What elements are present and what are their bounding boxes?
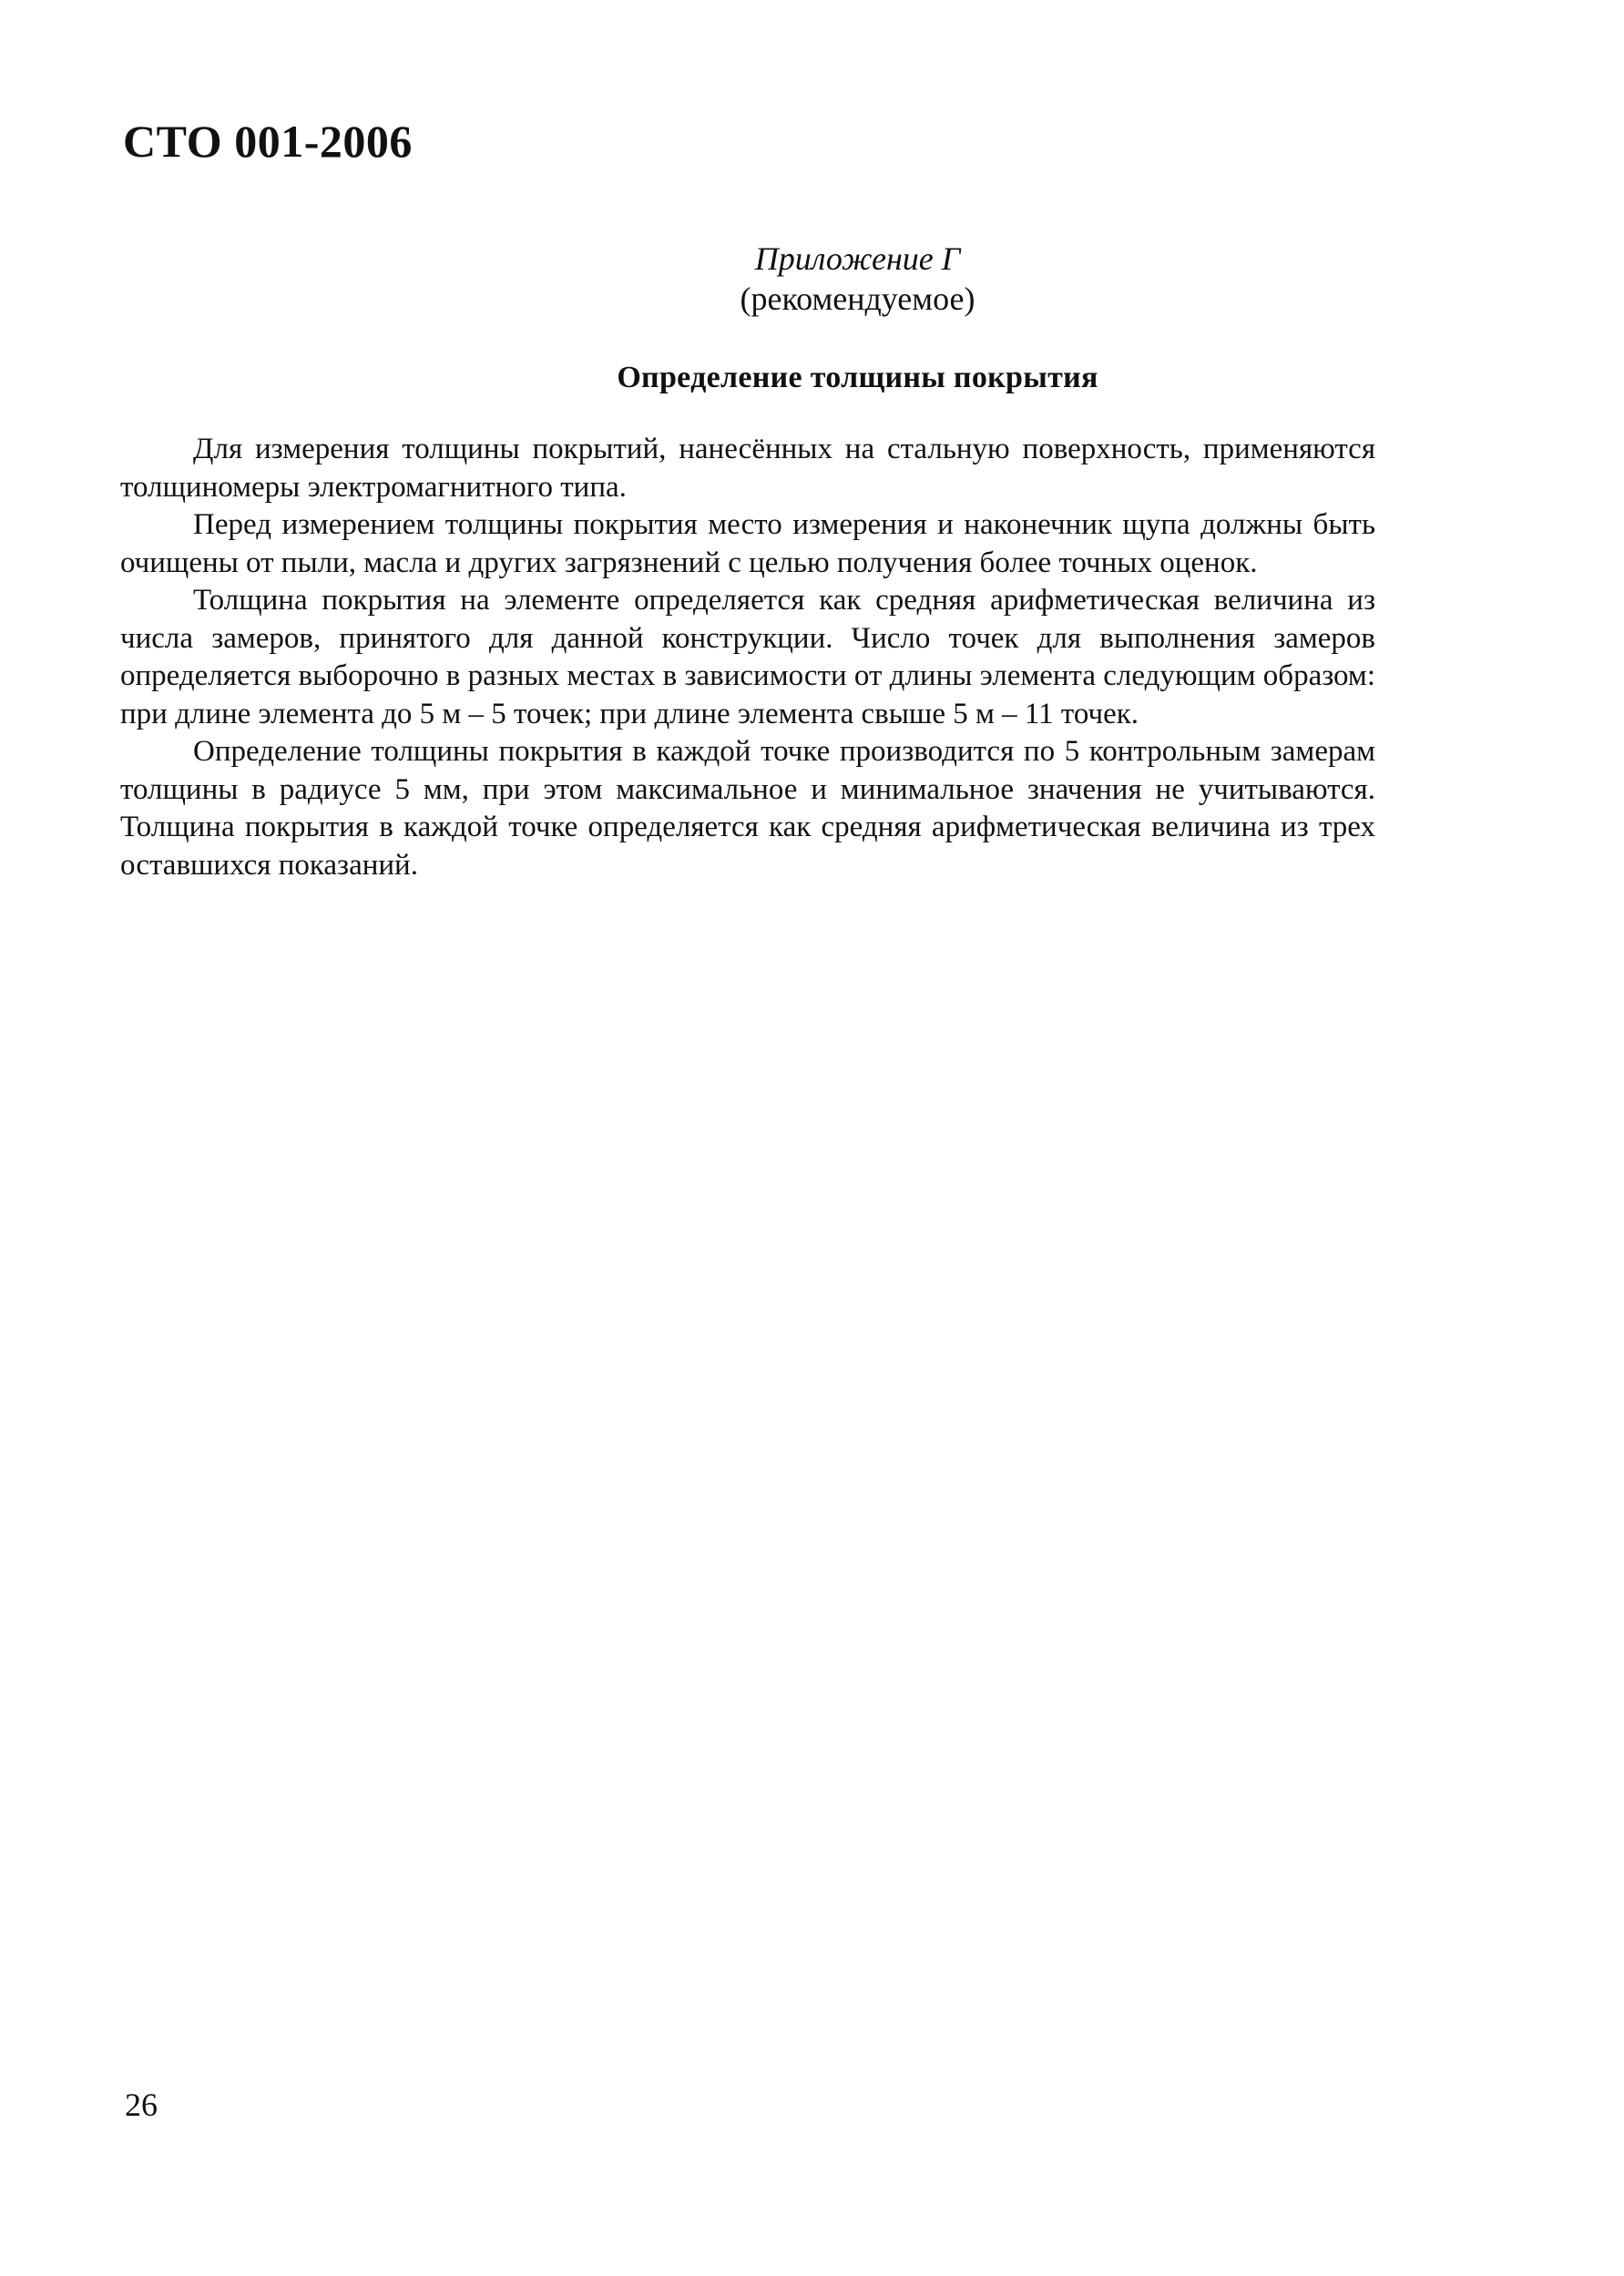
document-code: СТО 001-2006 xyxy=(123,116,413,167)
appendix-title: Приложение Г xyxy=(754,240,961,277)
body-text xyxy=(120,431,1375,884)
page-number: 26 xyxy=(125,2087,158,2123)
paragraph: Толщина покрытия на элементе определяется как средняя арифметическая величина из числа замеров, принятого для данной конструкции. Число точек для выполнения замеров определяется выборочно в разных местах в зависимости от длины элемента следующим образом: при длине элемента до 5 м – 5 точек; при длине элемента свыше 5 м – 11 точек. xyxy=(120,584,1375,730)
paragraph: Перед измерением толщины покрытия место измерения и наконечник щупа должны быть очищены от пыли, масла и других загрязнений с целью получения более точных оценок. xyxy=(120,508,1375,579)
paragraph: Для измерения толщины покрытий, нанесённых на стальную поверхность, применяются толщиномеры электромагнитного типа. xyxy=(120,433,1375,504)
section-title: Определение толщины покрытия xyxy=(617,361,1098,394)
appendix-type: (рекомендуемое) xyxy=(740,281,975,317)
paragraph: Определение толщины покрытия в каждой точке производится по 5 контрольным замерам толщины в радиусе 5 мм, при этом максимальное и минимальное значения не учитываются. Толщина покрытия в каждой точке определяется как средняя арифметическая величина из трех оставшихся показаний. xyxy=(120,735,1375,882)
appendix-heading xyxy=(0,239,1624,319)
